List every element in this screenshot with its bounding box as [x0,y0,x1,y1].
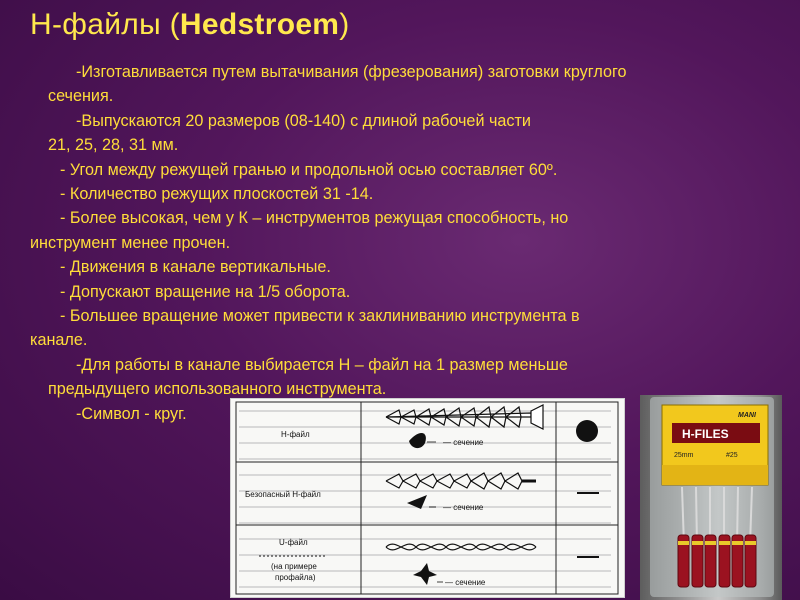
photo-brand: MANI [738,412,756,419]
text-line: -Для работы в канале выбирается Н – файл на 1 размер меньше [76,355,568,374]
text-line: 21, 25, 28, 31 мм. [48,136,179,155]
row-section-label: — сечение [443,503,484,512]
u-file-note-1: (на примере [271,562,317,571]
symbol-circle-icon [576,420,598,442]
text-line: - Допускают вращение на 1/5 оборота. [60,282,351,301]
text-line: сечения. [48,87,114,106]
text-line: - Движения в канале вертикальные. [60,258,331,277]
slide-title [30,8,350,42]
body-text [28,60,788,426]
title-suffix: ) [339,8,350,41]
row-label-h-file: Н-файл [281,430,310,439]
text-line: - Количество режущих плоскостей 31 -14. [60,185,374,204]
photo-length: 25mm [674,452,694,459]
text-line: канале. [30,331,88,350]
text-line: инструмент менее прочен. [30,233,231,252]
text-line: предыдущего использованного инструмента. [48,380,387,399]
row-section-label: — сечение [445,578,486,587]
title-name: Hedstroem [179,8,340,41]
photo-product: H-FILES [682,427,729,441]
text-line: - Более высокая, чем у К – инструментов режущая способность, но [60,209,569,228]
text-line: -Символ - круг. [76,404,187,423]
row-section-label: — сечение [443,438,484,447]
u-file-note-2: профайла) [275,573,316,582]
text-line: -Выпускаются 20 размеров (08-140) с длиной рабочей части [76,111,531,130]
text-line: - Большее вращение может привести к заклиниванию инструмента в [60,307,580,326]
h-file-section-icon [409,433,426,448]
row-label-safe-h-file: Безопасный Н-файл [245,490,321,499]
h-files-product-photo [640,395,782,600]
h-file-drawing [386,405,543,429]
product-package-drawing [640,395,782,600]
text-line: - Угол между режущей гранью и продольной осью составляет 60º. [60,160,558,179]
file-types-table [231,399,625,598]
title-prefix: Н-файлы ( [30,8,180,41]
text-line: -Изготавливается путем вытачивания (фрезерования) заготовки круглого [76,63,627,81]
photo-size: #25 [726,452,738,459]
u-file-section-icon [413,563,437,585]
file-types-figure [230,398,625,598]
row-label-u-file: U-файл [279,538,308,547]
u-file-drawing [386,544,536,550]
